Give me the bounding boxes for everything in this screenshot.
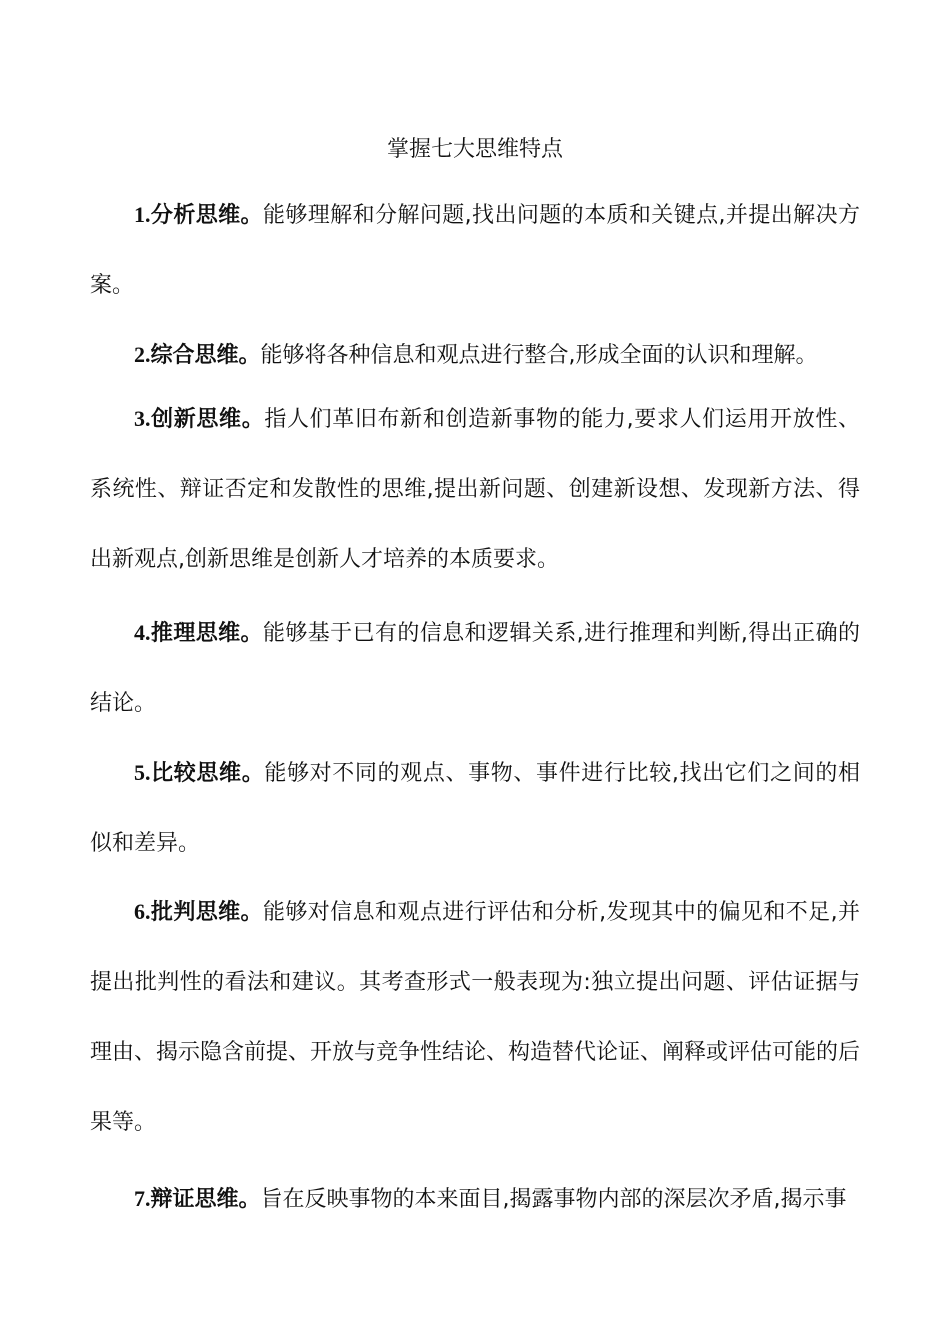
item-text: 能够对信息和观点进行评估和分析,发现其中的偏见和不足,并提出批判性的看法和建议。其考查形式一般表现为:独立提出问题、评估证据与理由、揭示隐含前提、开放与竞争性结论、构造替代论证、阐释或评估可能的后果等。 <box>90 900 861 1135</box>
paragraph-dialectical <box>90 1164 860 1235</box>
item-number: 7. <box>134 1186 151 1211</box>
item-heading: 综合思维。 <box>150 343 261 368</box>
item-heading: 分析思维。 <box>150 203 263 228</box>
item-text: 能够将各种信息和观点进行整合,形成全面的认识和理解。 <box>260 343 818 368</box>
item-text: 旨在反映事物的本来面目,揭露事物内部的深层次矛盾,揭示事 <box>260 1187 847 1212</box>
item-number: 4. <box>134 620 151 645</box>
item-heading: 批判思维。 <box>150 900 263 925</box>
item-text: 能够对不同的观点、事物、事件进行比较,找出它们之间的相似和差异。 <box>90 761 860 856</box>
document-title: 掌握七大思维特点 <box>386 137 563 162</box>
item-heading: 创新思维。 <box>150 407 265 432</box>
item-number: 6. <box>134 899 151 924</box>
item-text: 能够基于已有的信息和逻辑关系,进行推理和判断,得出正确的结论。 <box>90 621 860 716</box>
item-heading: 比较思维。 <box>150 761 265 786</box>
paragraph-reasoning <box>90 598 860 739</box>
paragraph-comparison <box>90 738 860 879</box>
item-number: 1. <box>134 202 151 227</box>
item-heading: 推理思维。 <box>150 621 263 646</box>
item-heading: 辩证思维。 <box>150 1187 261 1212</box>
item-text: 能够理解和分解问题,找出问题的本质和关键点,并提出解决方案。 <box>90 203 860 298</box>
paragraph-analysis <box>90 180 860 321</box>
item-text: 指人们革旧布新和创造新事物的能力,要求人们运用开放性、系统性、辩证否定和发散性的思维,提出新问题、创建新设想、发现新方法、得出新观点,创新思维是创新人才培养的本质要求。 <box>90 407 860 572</box>
paragraph-innovation <box>90 384 860 595</box>
paragraph-critical <box>90 877 860 1158</box>
paragraph-synthesis <box>90 320 860 391</box>
item-number: 3. <box>134 406 151 431</box>
item-number: 5. <box>134 760 151 785</box>
item-number: 2. <box>134 342 151 367</box>
